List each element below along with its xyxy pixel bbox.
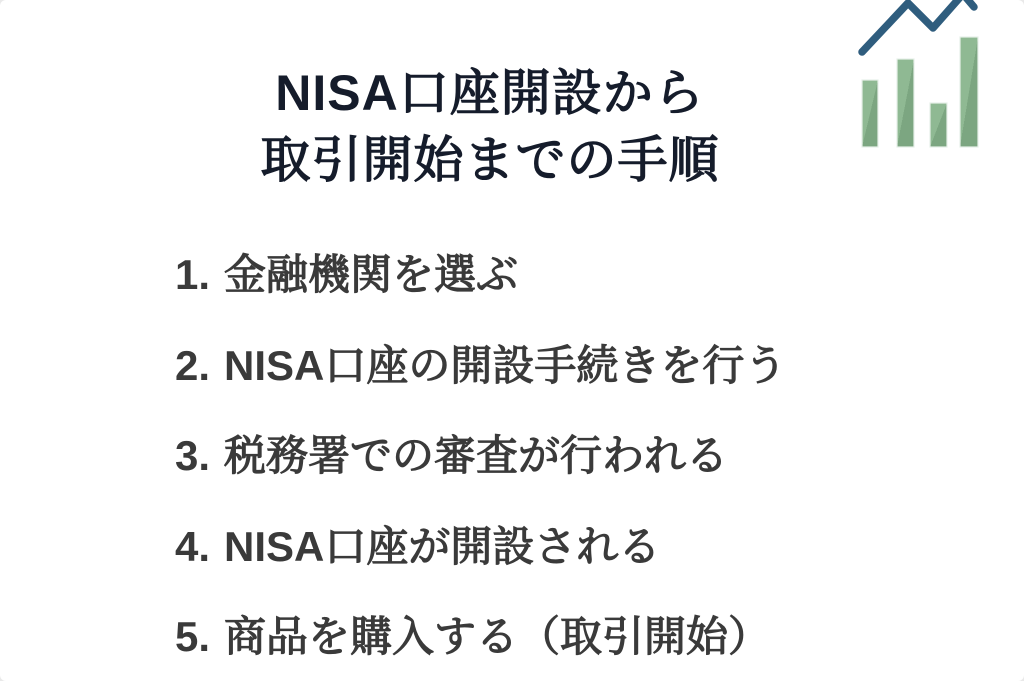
page-title	[0, 60, 1024, 194]
step-item	[175, 230, 786, 321]
trend-line	[862, 0, 974, 52]
step-text: 商品を購入する（取引開始）	[224, 613, 771, 660]
step-text: 税務署での審査が行われる	[224, 432, 729, 479]
step-number: 1.	[175, 251, 211, 298]
page-title-line-1: NISA口座開設から	[275, 65, 705, 121]
step-number: 4.	[175, 522, 211, 570]
step-text: NISA口座が開設される	[224, 522, 661, 570]
step-item	[175, 592, 786, 681]
steps-list	[175, 230, 786, 681]
step-item	[175, 502, 786, 593]
step-text: 金融機関を選ぶ	[224, 251, 519, 298]
step-item	[175, 411, 786, 502]
step-number: 2.	[175, 341, 211, 389]
step-text: NISA口座の開設手続きを行う	[224, 341, 787, 389]
step-item	[175, 321, 786, 412]
step-number: 3.	[175, 432, 211, 479]
page-title-line-2: 取引開始までの手順	[260, 132, 720, 188]
step-number: 5.	[175, 613, 211, 660]
